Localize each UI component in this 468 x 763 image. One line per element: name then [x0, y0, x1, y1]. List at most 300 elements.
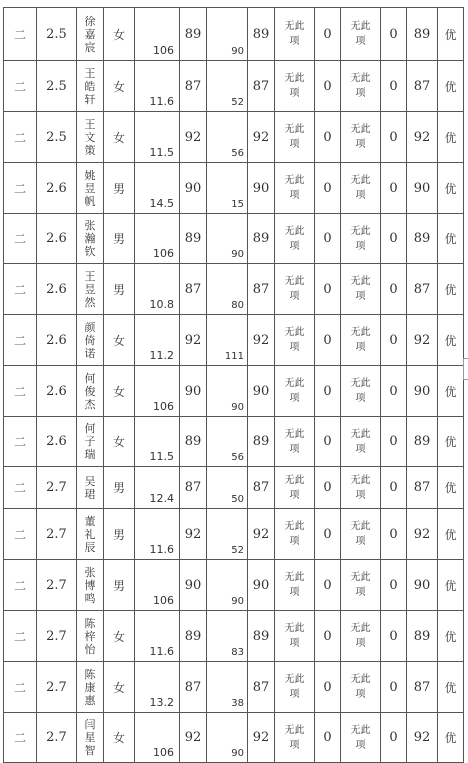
not-applicable-cell-2 [341, 509, 381, 560]
score-value-1: 11.6 [135, 61, 180, 112]
class-cell: 2.6 [37, 366, 77, 417]
na-text: 项 [355, 739, 366, 751]
grade-cell: 二 [4, 611, 37, 662]
name-char: 皓 [84, 79, 96, 93]
score-value-4: 90 [248, 366, 275, 417]
score-value-1: 10.8 [135, 264, 180, 315]
name-char: 吴 [84, 474, 96, 488]
table-body [4, 8, 464, 763]
student-score-table [3, 7, 464, 763]
name-cell [77, 509, 104, 560]
total-cell: 90 [407, 560, 438, 611]
name-char: 闫 [84, 718, 96, 731]
not-applicable-cell-1 [275, 214, 315, 264]
na-text: 项 [289, 36, 300, 47]
zero-cell-2: 0 [381, 366, 407, 417]
na-text: 项 [289, 536, 300, 547]
table-row [4, 8, 464, 61]
name-char: 董 [84, 514, 96, 528]
score-value-1: 11.6 [135, 509, 180, 560]
level-cell: 优 [438, 662, 464, 713]
class-cell: 2.6 [37, 315, 77, 366]
grade-cell: 二 [4, 214, 37, 264]
score-value-4: 87 [248, 61, 275, 112]
na-text: 无此 [284, 724, 305, 736]
score-value-4: 90 [248, 163, 275, 214]
zero-cell-2: 0 [381, 611, 407, 662]
name-char: 珺 [84, 487, 96, 501]
score-value-4: 92 [248, 315, 275, 366]
total-cell: 92 [407, 713, 438, 763]
score-value-1: 106 [135, 214, 180, 264]
not-applicable-cell-1 [275, 417, 315, 467]
na-text: 无此 [350, 521, 371, 532]
score-value-1: 14.5 [135, 163, 180, 214]
total-cell: 92 [407, 112, 438, 163]
zero-cell-1: 0 [315, 366, 341, 417]
score-value-4: 87 [248, 662, 275, 713]
not-applicable-cell-1 [275, 611, 315, 662]
zero-cell-2: 0 [381, 112, 407, 163]
na-text: 无此 [350, 175, 371, 186]
score-value-4: 89 [248, 214, 275, 264]
name-char: 俊 [84, 384, 96, 398]
na-text: 项 [289, 739, 300, 751]
zero-cell-2: 0 [381, 467, 407, 509]
table-row [4, 315, 464, 366]
name-char: 瀚 [84, 232, 96, 245]
score-value-2: 89 [180, 8, 207, 61]
na-text: 项 [289, 443, 300, 455]
table-row [4, 417, 464, 467]
table-row [4, 611, 464, 662]
sex-cell: 女 [104, 112, 135, 163]
zero-cell-1: 0 [315, 264, 341, 315]
not-applicable-cell-2 [341, 112, 381, 163]
grade-cell: 二 [4, 662, 37, 713]
total-cell: 87 [407, 467, 438, 509]
na-text: 项 [289, 291, 300, 302]
grade-cell: 二 [4, 112, 37, 163]
name-char: 鸣 [84, 591, 96, 605]
class-cell: 2.7 [37, 611, 77, 662]
zero-cell-2: 0 [381, 315, 407, 366]
name-char: 诺 [84, 346, 96, 360]
sex-cell: 女 [104, 662, 135, 713]
name-char: 辰 [84, 540, 96, 554]
level-cell: 优 [438, 467, 464, 509]
na-text: 项 [355, 139, 366, 150]
name-char: 王 [84, 269, 96, 283]
not-applicable-cell-1 [275, 366, 315, 417]
name-char: 昱 [84, 282, 96, 296]
sex-cell: 女 [104, 315, 135, 366]
score-value-1: 11.6 [135, 611, 180, 662]
score-value-4: 92 [248, 713, 275, 763]
na-text: 项 [289, 638, 300, 649]
na-text: 项 [289, 240, 300, 252]
zero-cell-2: 0 [381, 214, 407, 264]
score-value-4: 92 [248, 509, 275, 560]
not-applicable-cell-1 [275, 467, 315, 509]
score-value-1: 106 [135, 713, 180, 763]
level-cell: 优 [438, 509, 464, 560]
name-cell [77, 8, 104, 61]
zero-cell-2: 0 [381, 61, 407, 112]
score-value-4: 89 [248, 8, 275, 61]
zero-cell-1: 0 [315, 417, 341, 467]
na-text: 项 [355, 443, 366, 455]
not-applicable-cell-2 [341, 214, 381, 264]
na-text: 项 [355, 638, 366, 649]
name-char: 梓 [84, 629, 96, 643]
score-value-4: 87 [248, 264, 275, 315]
grade-cell: 二 [4, 163, 37, 214]
name-char: 张 [84, 565, 96, 579]
zero-cell-2: 0 [381, 417, 407, 467]
name-char: 钦 [84, 245, 96, 258]
not-applicable-cell-1 [275, 509, 315, 560]
zero-cell-2: 0 [381, 8, 407, 61]
na-text: 无此 [284, 225, 305, 237]
score-value-3: 15 [207, 163, 248, 214]
table-row [4, 214, 464, 264]
zero-cell-2: 0 [381, 713, 407, 763]
not-applicable-cell-2 [341, 417, 381, 467]
score-value-2: 89 [180, 417, 207, 467]
zero-cell-1: 0 [315, 467, 341, 509]
na-text: 无此 [350, 474, 371, 486]
level-cell: 优 [438, 417, 464, 467]
na-text: 无此 [284, 73, 305, 84]
sex-cell: 男 [104, 509, 135, 560]
name-char: 然 [84, 295, 96, 309]
not-applicable-cell-1 [275, 315, 315, 366]
class-cell: 2.7 [37, 467, 77, 509]
table-row [4, 264, 464, 315]
name-cell [77, 163, 104, 214]
level-cell: 优 [438, 611, 464, 662]
score-value-4: 89 [248, 417, 275, 467]
score-value-1: 11.5 [135, 112, 180, 163]
zero-cell-1: 0 [315, 163, 341, 214]
name-char: 帆 [84, 194, 96, 208]
score-value-2: 92 [180, 315, 207, 366]
not-applicable-cell-2 [341, 467, 381, 509]
score-value-2: 90 [180, 366, 207, 417]
na-text: 无此 [350, 572, 371, 583]
not-applicable-cell-1 [275, 8, 315, 61]
name-char: 怡 [84, 642, 96, 656]
name-char: 陈 [84, 667, 96, 681]
na-text: 无此 [350, 378, 371, 389]
zero-cell-2: 0 [381, 163, 407, 214]
score-value-2: 92 [180, 713, 207, 763]
level-cell: 优 [438, 264, 464, 315]
page-edge-marker [463, 358, 468, 380]
name-cell [77, 61, 104, 112]
na-text: 无此 [284, 623, 305, 634]
zero-cell-1: 0 [315, 509, 341, 560]
class-cell: 2.7 [37, 713, 77, 763]
not-applicable-cell-2 [341, 662, 381, 713]
na-text: 项 [355, 489, 366, 501]
score-value-3: 111 [207, 315, 248, 366]
score-value-2: 90 [180, 163, 207, 214]
score-value-2: 89 [180, 611, 207, 662]
na-text: 无此 [284, 378, 305, 389]
score-value-3: 80 [207, 264, 248, 315]
grade-cell: 二 [4, 315, 37, 366]
name-char: 策 [84, 143, 96, 157]
score-value-2: 87 [180, 467, 207, 509]
name-cell [77, 366, 104, 417]
name-char: 王 [84, 117, 96, 131]
score-value-4: 92 [248, 112, 275, 163]
not-applicable-cell-2 [341, 560, 381, 611]
grade-cell: 二 [4, 264, 37, 315]
na-text: 无此 [284, 474, 305, 486]
score-value-1: 106 [135, 560, 180, 611]
not-applicable-cell-1 [275, 61, 315, 112]
class-cell: 2.7 [37, 560, 77, 611]
na-text: 项 [289, 587, 300, 598]
zero-cell-1: 0 [315, 112, 341, 163]
table-row [4, 112, 464, 163]
zero-cell-2: 0 [381, 509, 407, 560]
zero-cell-1: 0 [315, 315, 341, 366]
level-cell: 优 [438, 713, 464, 763]
total-cell: 87 [407, 264, 438, 315]
name-cell [77, 214, 104, 264]
zero-cell-1: 0 [315, 8, 341, 61]
na-text: 项 [355, 689, 366, 700]
class-cell: 2.6 [37, 417, 77, 467]
grade-cell: 二 [4, 61, 37, 112]
na-text: 项 [289, 689, 300, 700]
score-value-3: 90 [207, 560, 248, 611]
score-value-3: 38 [207, 662, 248, 713]
na-text: 项 [355, 393, 366, 404]
score-value-2: 90 [180, 560, 207, 611]
grade-cell: 二 [4, 417, 37, 467]
class-cell: 2.6 [37, 163, 77, 214]
not-applicable-cell-1 [275, 560, 315, 611]
na-text: 项 [355, 536, 366, 547]
name-char: 博 [84, 578, 96, 592]
name-cell [77, 112, 104, 163]
na-text: 项 [289, 342, 300, 353]
not-applicable-cell-2 [341, 611, 381, 662]
score-value-3: 52 [207, 509, 248, 560]
na-text: 无此 [284, 327, 305, 338]
level-cell: 优 [438, 163, 464, 214]
not-applicable-cell-2 [341, 315, 381, 366]
not-applicable-cell-1 [275, 713, 315, 763]
class-cell: 2.7 [37, 662, 77, 713]
total-cell: 87 [407, 662, 438, 713]
grade-cell: 二 [4, 560, 37, 611]
sex-cell: 男 [104, 214, 135, 264]
grade-cell: 二 [4, 8, 37, 61]
grade-cell: 二 [4, 509, 37, 560]
zero-cell-1: 0 [315, 713, 341, 763]
not-applicable-cell-2 [341, 366, 381, 417]
name-char: 何 [84, 371, 96, 385]
zero-cell-1: 0 [315, 214, 341, 264]
score-value-1: 12.4 [135, 467, 180, 509]
score-value-3: 90 [207, 713, 248, 763]
sex-cell: 女 [104, 713, 135, 763]
table-row [4, 509, 464, 560]
na-text: 项 [355, 190, 366, 201]
total-cell: 89 [407, 214, 438, 264]
score-value-4: 90 [248, 560, 275, 611]
na-text: 项 [289, 139, 300, 150]
na-text: 无此 [350, 124, 371, 135]
na-text: 无此 [284, 124, 305, 135]
sex-cell: 女 [104, 417, 135, 467]
class-cell: 2.5 [37, 112, 77, 163]
not-applicable-cell-1 [275, 112, 315, 163]
name-char: 何 [84, 422, 96, 435]
level-cell: 优 [438, 8, 464, 61]
zero-cell-1: 0 [315, 560, 341, 611]
class-cell: 2.5 [37, 8, 77, 61]
na-text: 无此 [350, 623, 371, 634]
sex-cell: 女 [104, 61, 135, 112]
table-row [4, 713, 464, 763]
name-char: 宸 [84, 40, 96, 54]
sex-cell: 男 [104, 560, 135, 611]
sex-cell: 女 [104, 8, 135, 61]
zero-cell-2: 0 [381, 264, 407, 315]
total-cell: 92 [407, 315, 438, 366]
name-char: 星 [84, 731, 96, 744]
na-text: 项 [289, 190, 300, 201]
na-text: 无此 [350, 225, 371, 237]
grade-cell: 二 [4, 467, 37, 509]
score-value-2: 87 [180, 264, 207, 315]
na-text: 无此 [284, 521, 305, 532]
na-text: 无此 [350, 327, 371, 338]
name-char: 礼 [84, 527, 96, 541]
na-text: 无此 [284, 276, 305, 287]
na-text: 项 [355, 88, 366, 99]
table-row [4, 163, 464, 214]
na-text: 项 [289, 88, 300, 99]
na-text: 无此 [284, 428, 305, 440]
sex-cell: 男 [104, 163, 135, 214]
table-row [4, 560, 464, 611]
na-text: 无此 [350, 724, 371, 736]
score-value-3: 56 [207, 112, 248, 163]
score-value-2: 89 [180, 214, 207, 264]
name-cell [77, 315, 104, 366]
na-text: 无此 [284, 175, 305, 186]
not-applicable-cell-2 [341, 163, 381, 214]
zero-cell-1: 0 [315, 662, 341, 713]
sex-cell: 女 [104, 611, 135, 662]
sex-cell: 女 [104, 366, 135, 417]
na-text: 无此 [350, 73, 371, 84]
name-cell [77, 417, 104, 467]
sex-cell: 男 [104, 467, 135, 509]
name-char: 惠 [84, 693, 96, 707]
score-value-1: 106 [135, 8, 180, 61]
name-char: 徐 [84, 14, 96, 28]
class-cell: 2.7 [37, 509, 77, 560]
name-cell [77, 611, 104, 662]
na-text: 项 [289, 393, 300, 404]
total-cell: 92 [407, 509, 438, 560]
name-char: 子 [84, 435, 96, 448]
score-value-1: 106 [135, 366, 180, 417]
level-cell: 优 [438, 560, 464, 611]
not-applicable-cell-2 [341, 264, 381, 315]
na-text: 项 [355, 36, 366, 47]
name-char: 姚 [84, 168, 96, 182]
score-value-2: 87 [180, 662, 207, 713]
score-value-4: 87 [248, 467, 275, 509]
grade-cell: 二 [4, 713, 37, 763]
na-text: 无此 [284, 674, 305, 685]
na-text: 项 [289, 489, 300, 501]
name-char: 王 [84, 66, 96, 80]
class-cell: 2.6 [37, 264, 77, 315]
not-applicable-cell-2 [341, 8, 381, 61]
na-text: 项 [355, 291, 366, 302]
score-value-3: 56 [207, 417, 248, 467]
name-char: 杰 [84, 397, 96, 411]
na-text: 项 [355, 240, 366, 252]
zero-cell-2: 0 [381, 662, 407, 713]
name-char: 张 [84, 219, 96, 232]
name-char: 陈 [84, 616, 96, 630]
name-char: 倚 [84, 333, 96, 347]
score-value-1: 11.2 [135, 315, 180, 366]
score-value-2: 87 [180, 61, 207, 112]
na-text: 无此 [350, 674, 371, 685]
table-row [4, 366, 464, 417]
na-text: 无此 [284, 572, 305, 583]
not-applicable-cell-1 [275, 264, 315, 315]
name-char: 康 [84, 680, 96, 694]
table-row [4, 467, 464, 509]
level-cell: 优 [438, 366, 464, 417]
sex-cell: 男 [104, 264, 135, 315]
total-cell: 87 [407, 61, 438, 112]
name-char: 轩 [84, 92, 96, 106]
na-text: 无此 [350, 21, 371, 32]
score-value-3: 83 [207, 611, 248, 662]
score-value-3: 90 [207, 8, 248, 61]
total-cell: 90 [407, 163, 438, 214]
score-value-1: 13.2 [135, 662, 180, 713]
score-value-2: 92 [180, 112, 207, 163]
level-cell: 优 [438, 315, 464, 366]
zero-cell-1: 0 [315, 611, 341, 662]
level-cell: 优 [438, 61, 464, 112]
name-char: 智 [84, 744, 96, 757]
total-cell: 90 [407, 366, 438, 417]
table-row [4, 662, 464, 713]
grade-cell: 二 [4, 366, 37, 417]
score-value-3: 90 [207, 214, 248, 264]
zero-cell-2: 0 [381, 560, 407, 611]
score-value-1: 11.5 [135, 417, 180, 467]
name-char: 瑞 [84, 448, 96, 461]
